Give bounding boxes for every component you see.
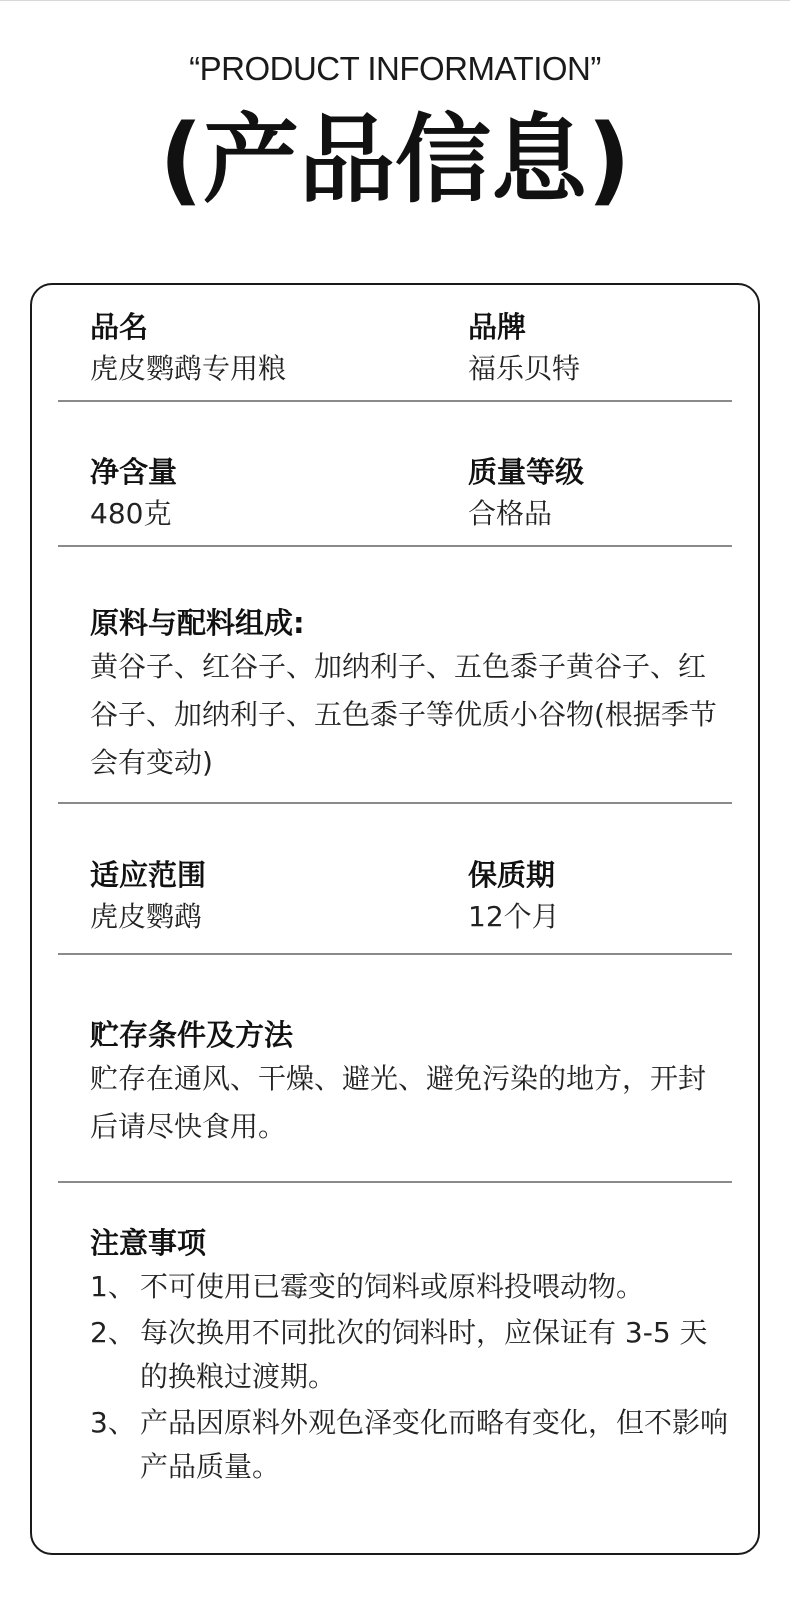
top-border [0,0,790,1]
field-scope [90,855,450,939]
field-scope-label: 适应范围 [90,858,207,892]
field-storage-value: 贮存在通风、干燥、避光、避免污染的地方，开封后请尽快食用。 [90,1062,707,1143]
field-notes-label: 注意事项 [90,1226,207,1260]
list-item [90,1311,730,1399]
field-name [90,307,450,391]
divider [58,953,732,955]
field-net-content-value: 480克 [90,497,172,530]
field-quality-grade-value: 合格品 [468,497,553,530]
field-ingredients-label: 原料与配料组成: [90,606,305,640]
field-shelf-life [468,855,728,939]
field-scope-value: 虎皮鹦鹉 [90,900,203,933]
note-number: 1、 [90,1270,136,1303]
divider [58,802,732,804]
field-shelf-life-value: 12个月 [468,900,560,933]
field-net-content-label: 净含量 [90,455,178,489]
field-shelf-life-label: 保质期 [468,858,556,892]
list-item [90,1401,730,1489]
field-ingredients [90,603,730,787]
note-text: 产品因原料外观色泽变化而略有变化，但不影响产品质量。 [140,1406,729,1483]
note-text: 每次换用不同批次的饲料时，应保证有 3-5 天的换粮过渡期。 [140,1316,708,1393]
english-subtitle: “PRODUCT INFORMATION” [189,50,601,87]
list-item [90,1265,730,1309]
field-quality-grade-label: 质量等级 [468,455,585,489]
field-name-label: 品名 [90,310,149,344]
field-brand-label: 品牌 [468,310,527,344]
field-ingredients-value: 黄谷子、红谷子、加纳利子、五色黍子黄谷子、红谷子、加纳利子、五色黍子等优质小谷物(根据季节会有变动) [90,650,717,779]
field-storage-label: 贮存条件及方法 [90,1018,294,1052]
field-name-value: 虎皮鹦鹉专用粮 [90,352,287,385]
field-notes [90,1223,730,1491]
divider [58,1181,732,1183]
divider [58,400,732,402]
field-brand-value: 福乐贝特 [468,352,581,385]
field-quality-grade [468,452,728,536]
field-net-content [90,452,450,536]
note-text: 不可使用已霉变的饲料或原料投喂动物。 [140,1270,645,1303]
field-brand [468,307,728,391]
field-storage [90,1015,730,1151]
product-info-card [30,283,760,1555]
note-number: 2、 [90,1316,136,1349]
divider [58,545,732,547]
notes-list [90,1265,730,1489]
note-number: 3、 [90,1406,136,1439]
page-title: (产品信息) [159,104,631,216]
